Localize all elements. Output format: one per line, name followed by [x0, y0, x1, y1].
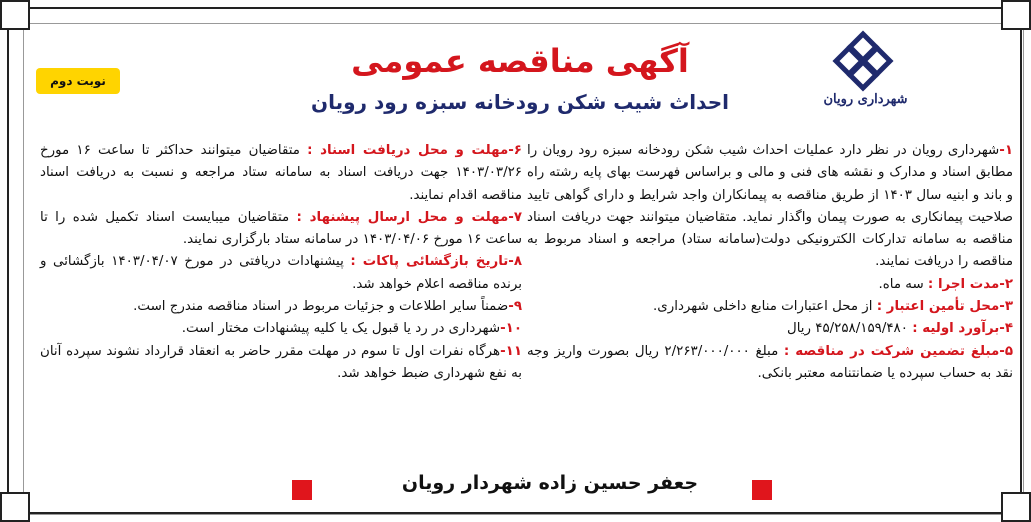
- right-column: [527, 140, 1013, 385]
- corner-ornament: [0, 0, 30, 30]
- clause-text: سه ماه.: [878, 276, 928, 292]
- clause-item: [40, 207, 522, 252]
- decorative-square: [292, 480, 312, 500]
- clause-item: [527, 318, 1013, 340]
- clause-item: [527, 274, 1013, 296]
- clause-item: [527, 341, 1013, 386]
- clause-text: متقاضیان میتوانند حداکثر تا ساعت ۱۶ مورخ ۱۴۰۳/۰۳/۲۶ جهت دریافت اسناد به سامانه ستاد مراجعه و نسبت به دریافت اسناد مناقصه اقدام نمایند.: [40, 143, 522, 203]
- clause-label: ۵-مبلغ تضمین شرکت در مناقصه :: [783, 343, 1013, 359]
- left-column: [40, 140, 522, 385]
- decorative-square: [752, 480, 772, 500]
- clause-label: ۲-مدت اجرا :: [927, 276, 1013, 292]
- clause-text: ضمناً سایر اطلاعات و جزئیات مربوط در اسناد مناقصه مندرج است.: [133, 299, 509, 315]
- clause-text: متقاضیان میبایست اسناد تکمیل شده را تا ساعت ۱۶ مورخ ۱۴۰۳/۰۴/۰۶ در سامانه ستاد بارگزاری نمایند.: [40, 209, 522, 248]
- clause-label: ۴-برآورد اولیه :: [912, 321, 1013, 337]
- clause-text: مبلغ ۲/۲۶۳/۰۰۰/۰۰۰ ریال بصورت واریز وجه نقد به حساب سپرده یا ضمانتنامه معتبر بانکی.: [527, 343, 1013, 381]
- clause-item: [40, 251, 522, 296]
- clause-item: [40, 318, 522, 340]
- signature: جعفر حسین زاده شهردار رویان: [401, 472, 699, 494]
- clause-item: [40, 341, 522, 386]
- clause-label: ۶-مهلت و محل دریافت اسناد :: [307, 143, 522, 158]
- municipality-logo-icon: [832, 30, 894, 92]
- clause-item: [527, 140, 1013, 274]
- corner-ornament: [1001, 492, 1031, 522]
- page-title: آگهی مناقصه عمومی: [351, 42, 689, 80]
- clause-label: ۳-محل تأمین اعتبار :: [876, 299, 1013, 315]
- clause-item: [40, 296, 522, 318]
- issue-badge: نوبت دوم: [36, 68, 120, 94]
- clause-item: [527, 296, 1013, 318]
- page-subtitle: احداث شیب شکن رودخانه سبزه رود رویان: [311, 90, 729, 114]
- clause-text: شهرداری در رد یا قبول یک یا کلیه پیشنهادات مختار است.: [181, 321, 501, 337]
- corner-ornament: [0, 492, 30, 522]
- clause-text: ۴۵/۲۵۸/۱۵۹/۴۸۰ ریال: [787, 321, 913, 337]
- clause-item: [40, 140, 522, 207]
- clause-label: ۱۰-: [500, 321, 522, 337]
- clause-text: از محل اعتبارات منابع داخلی شهرداری.: [653, 299, 877, 315]
- clause-label: ۱۱-: [500, 343, 522, 359]
- corner-ornament: [1001, 0, 1031, 30]
- clause-text: شهرداری رویان در نظر دارد عملیات احداث شیب شکن رودخانه سبزه رود رویان را مطابق اسناد و مدارک و نقشه های فنی و مالی و براساس فهرست بهای پایه رشته راه و باند و ابنیه سال ۱۴۰۳ از طریق مناقصه به پیمانکاران واجد شرایط و دارای گواهی تایید صلاحیت پیمانکاری به صورت پیمان واگذار نماید. متقاضیان میتوانند جهت دریافت اسناد مناقصه به سامانه تدارکات الکترونیکی دولت(سامانه ستاد) مراجعه و اسناد مربوط به مناقصه را دریافت نمایند.: [527, 143, 1013, 270]
- clause-text: پیشنهادات دریافتی در مورخ ۱۴۰۳/۰۴/۰۷ بازگشائی و برنده مناقصه اعلام خواهد شد.: [40, 254, 522, 292]
- clause-label: ۷-مهلت و محل ارسال پیشنهاد :: [296, 209, 523, 225]
- clause-label: ۱-: [999, 143, 1013, 158]
- clause-label: ۸-تاریخ بازگشائی پاکات :: [350, 254, 523, 270]
- clause-label: ۹-: [508, 299, 522, 315]
- clause-text: هرگاه نفرات اول تا سوم در مهلت مقرر حاضر به انعقاد قرارداد نشوند سپرده آنان به نفع شهرداری ضبط خواهد شد.: [40, 343, 522, 381]
- logo-text: شهرداری رویان: [823, 92, 908, 107]
